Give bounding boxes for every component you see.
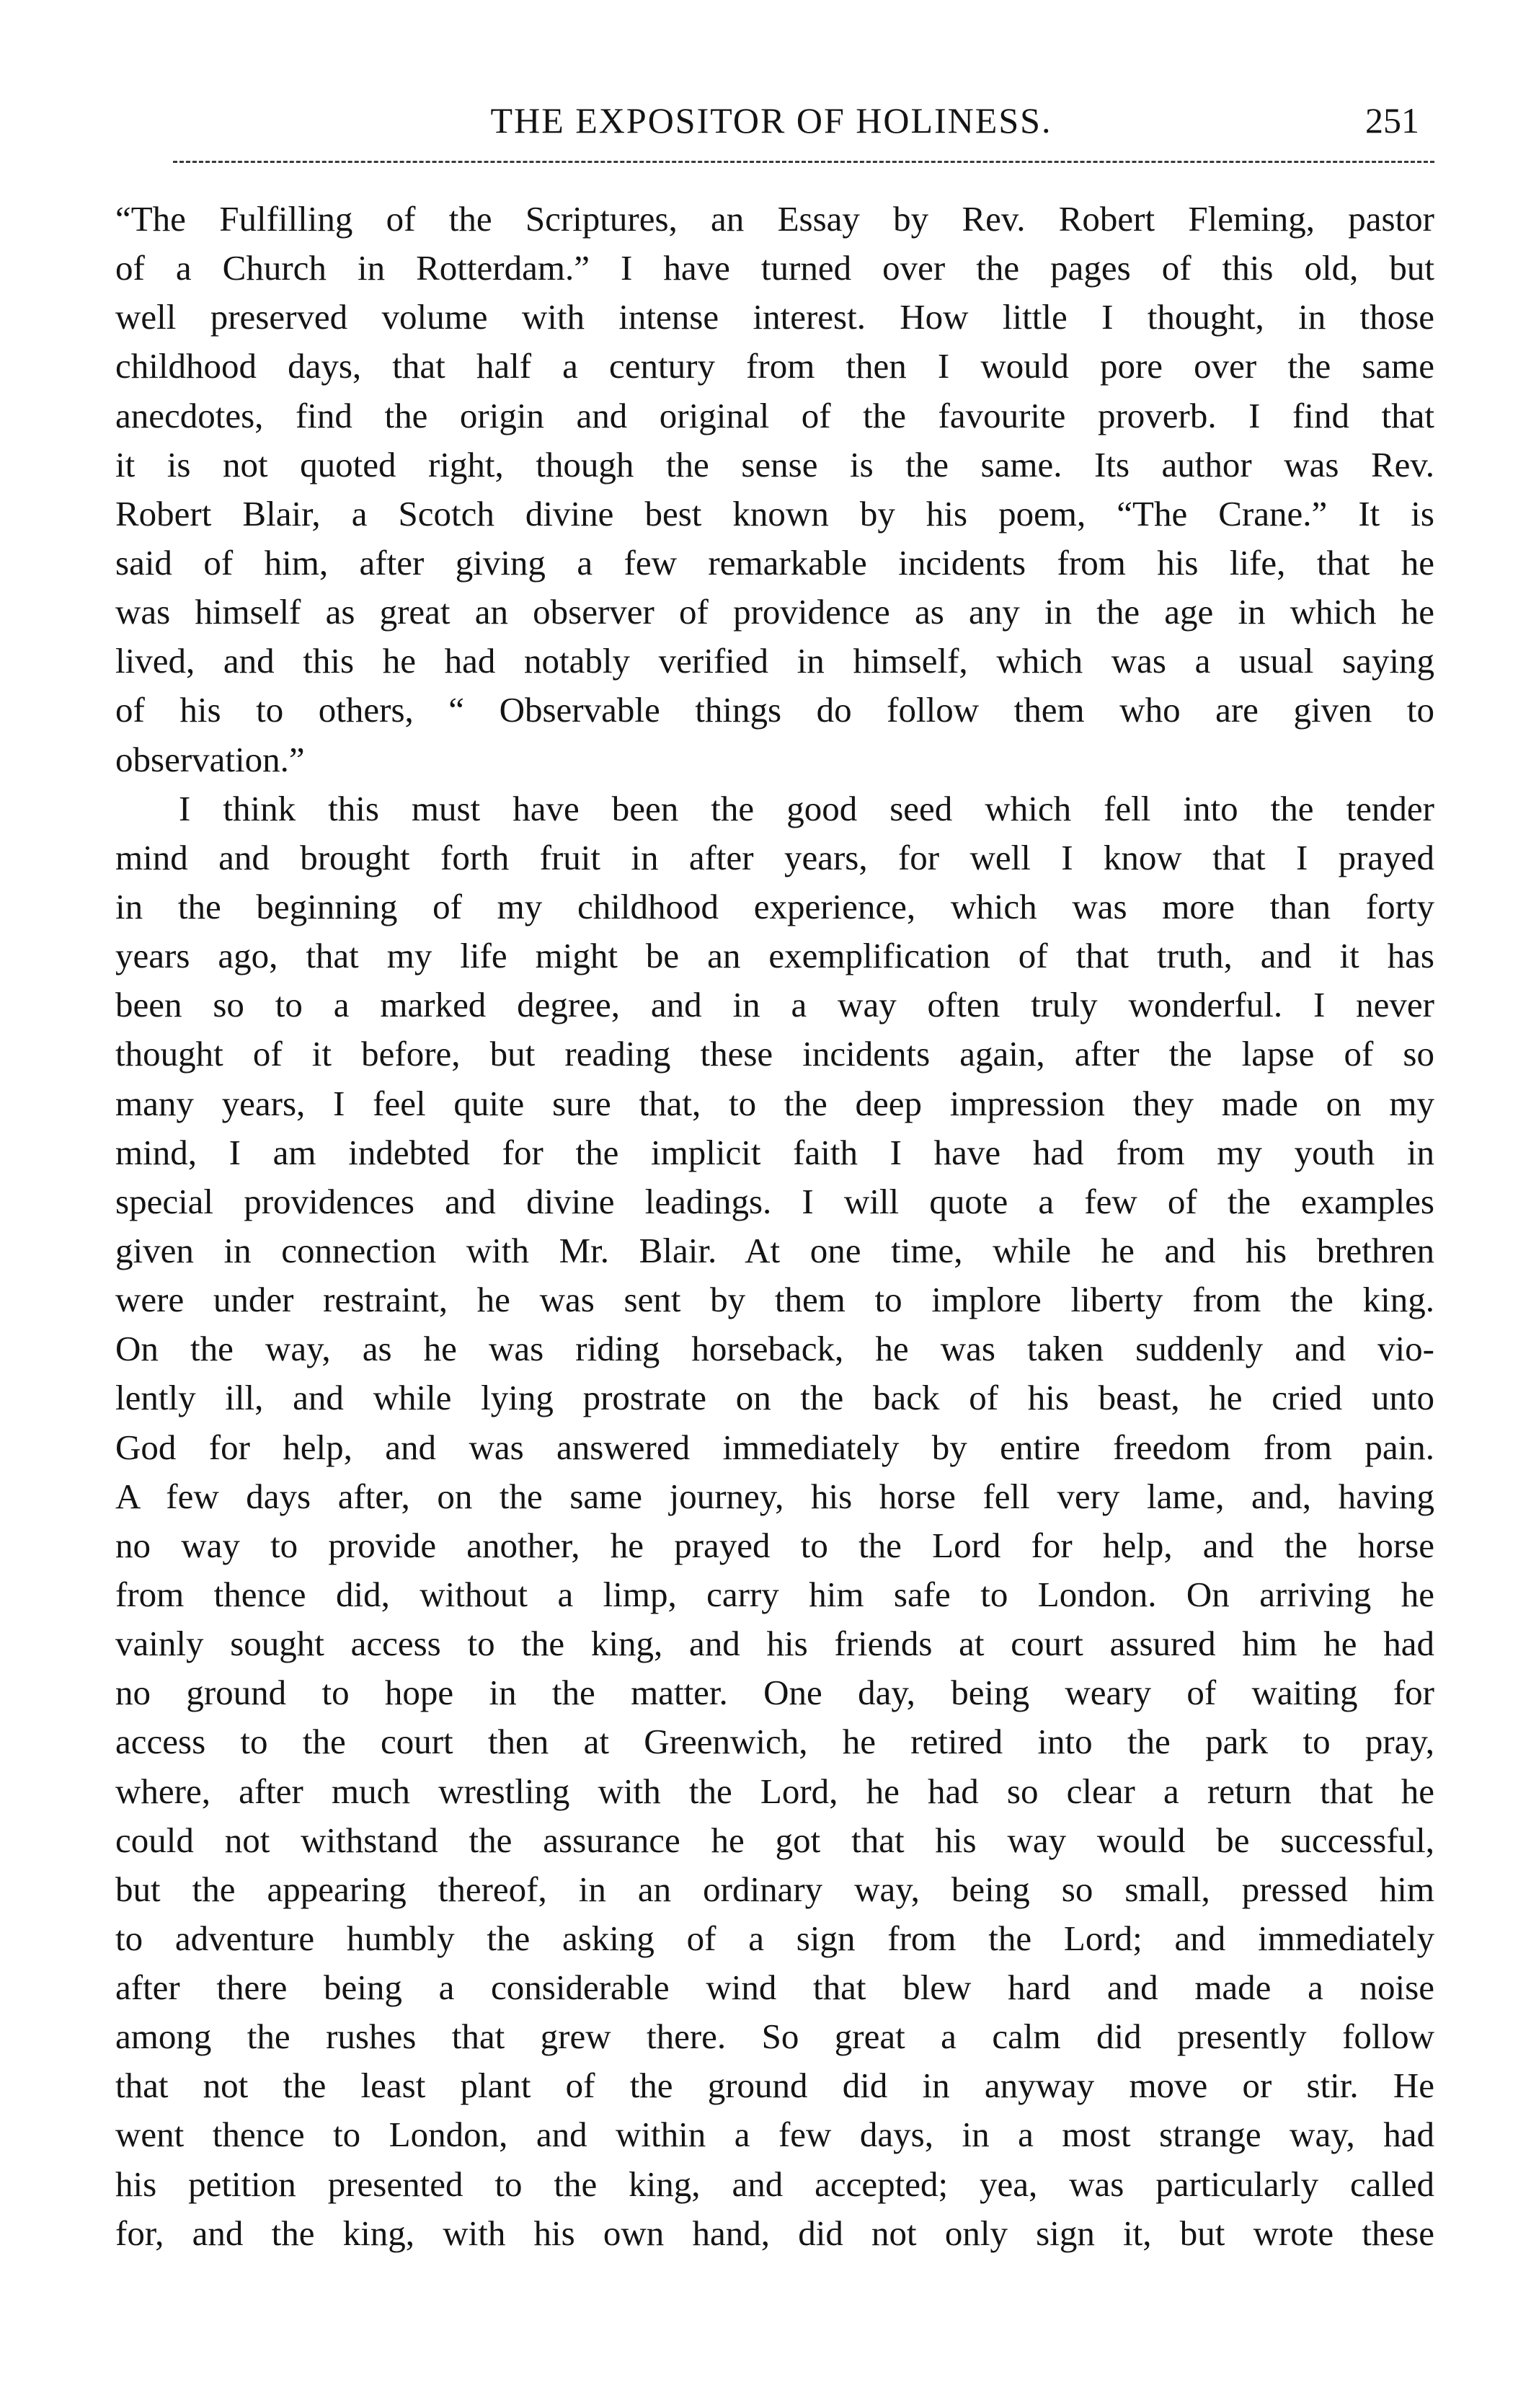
text-line: in the beginning of my childhood experience, which was more than forty [115,886,1434,926]
text-line: observation.” [115,739,305,779]
body-text [115,195,1434,2258]
text-line: no way to provide another, he prayed to the Lord for help, and the horse [115,1525,1434,1565]
text-line: of a Church in Rotterdam.” I have turned over the pages of this old, but [115,248,1434,288]
text-line: childhood days, that half a century from then I would pore over the same [115,346,1434,386]
text-line: after there being a considerable wind that blew hard and made a noise [115,1967,1434,2008]
text-line: his petition presented to the king, and accepted; yea, was particularly called [115,2164,1434,2204]
text-line: could not withstand the assurance he got that his way would be successful, [115,1820,1434,1860]
text-line: lived, and this he had notably verified in himself, which was a usual saying [115,641,1434,681]
text-line: Robert Blair, a Scotch divine best known by his poem, “The Crane.” It is [115,493,1434,534]
text-line: well preserved volume with intense interest. How little I thought, in those [115,297,1434,337]
text-line: “The Fulfilling of the Scriptures, an Essay by Rev. Robert Fleming, pastor [115,199,1434,239]
text-line: were under restraint, he was sent by them to implore liberty from the king. [115,1280,1434,1320]
header-rule [173,161,1434,163]
text-line: given in connection with Mr. Blair. At one time, while he and his brethren [115,1230,1434,1270]
text-line: thought of it before, but reading these incidents again, after the lapse of so [115,1034,1434,1074]
text-line: A few days after, on the same journey, his horse fell very lame, and, having [115,1476,1434,1516]
text-line: went thence to London, and within a few days, in a most strange way, had [115,2115,1434,2155]
text-line: vainly sought access to the king, and his friends at court assured him he had [115,1624,1434,1664]
text-line: to adventure humbly the asking of a sign from the Lord; and immediately [115,1918,1434,1958]
text-line: where, after much wrestling with the Lord, he had so clear a return that he [115,1771,1434,1811]
text-line: anecdotes, find the origin and original of the favourite proverb. I find that [115,395,1434,435]
text-line: access to the court then at Greenwich, he retired into the park to pray, [115,1722,1434,1762]
text-line: special providences and divine leadings. I will quote a few of the examples [115,1181,1434,1221]
text-line: lently ill, and while lying prostrate on the back of his beast, he cried unto [115,1378,1434,1418]
text-line: mind, I am indebted for the implicit faith I have had from my youth in [115,1132,1434,1172]
text-line: many years, I feel quite sure that, to the deep impression they made on my [115,1083,1434,1123]
text-line: but the appearing thereof, in an ordinary way, being so small, pressed him [115,1869,1434,1909]
text-line: years ago, that my life might be an exemplification of that truth, and it has [115,936,1434,976]
text-line: God for help, and was answered immediately by entire freedom from pain. [115,1427,1434,1467]
text-line: no ground to hope in the matter. One day, being weary of waiting for [115,1673,1434,1713]
text-line: for, and the king, with his own hand, did not only sign it, but wrote these [115,2213,1434,2253]
text-line: of his to others, “ Observable things do follow them who are given to [115,690,1434,730]
text-line: among the rushes that grew there. So great a calm did presently follow [115,2017,1434,2057]
text-line: was himself as great an observer of providence as any in the age in which he [115,592,1434,632]
text-line: said of him, after giving a few remarkable incidents from his life, that he [115,542,1434,583]
text-line: I think this must have been the good seed which fell into the tender [179,788,1434,828]
text-line: it is not quoted right, though the sense is the same. Its author was Rev. [115,444,1434,484]
text-line: been so to a marked degree, and in a way often truly wonderful. I never [115,985,1434,1025]
page-number: 251 [1365,100,1419,141]
text-line: that not the least plant of the ground did in anyway move or stir. He [115,2066,1434,2106]
text-line: from thence did, without a limp, carry him safe to London. On arriving he [115,1574,1434,1614]
running-head-title: THE EXPOSITOR OF HOLINESS. [490,100,1052,141]
text-line: On the way, as he was riding horseback, he was taken suddenly and vio- [115,1329,1434,1369]
text-line: mind and brought forth fruit in after years, for well I know that I prayed [115,837,1434,877]
